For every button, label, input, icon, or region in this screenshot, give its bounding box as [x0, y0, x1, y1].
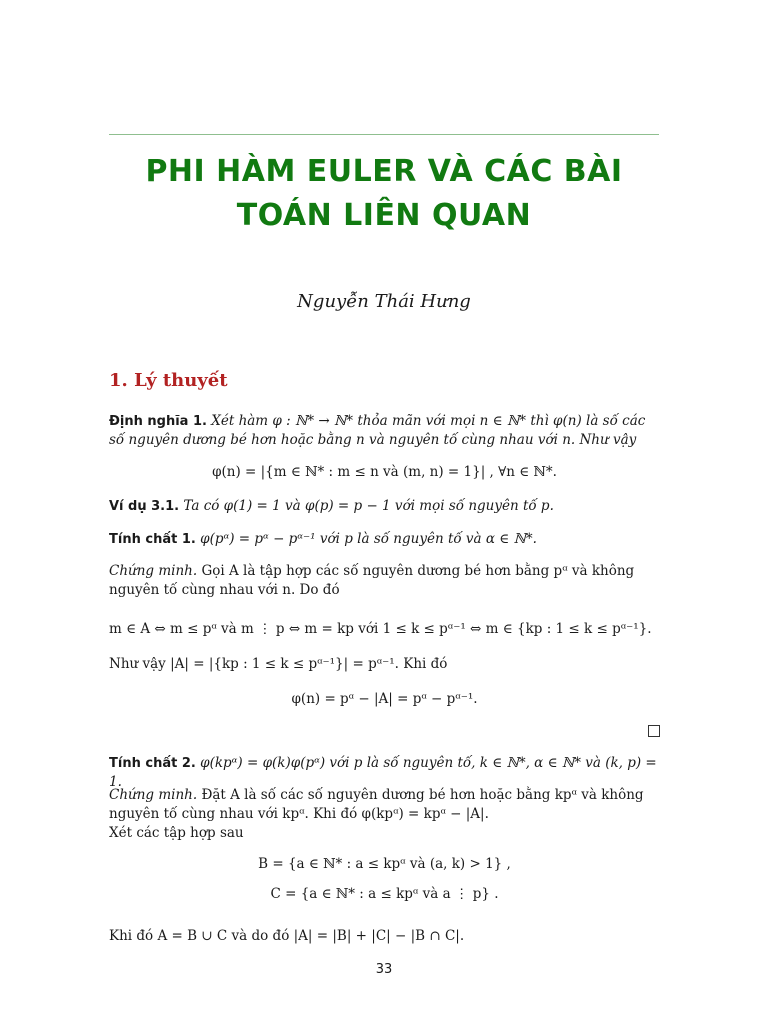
section-title: Lý thuyết — [134, 370, 228, 391]
definition-paragraph — [109, 412, 660, 450]
page-number: 33 — [375, 962, 393, 977]
proof2-set-c: C = {a ∈ ℕ* : a ≤ kpᵅ và a ⋮ p} . — [270, 886, 499, 902]
proof2-label: Chứng minh. — [109, 787, 198, 803]
proof2-line3: Khi đó A = B ∪ C và do đó |A| = |B| + |C| − |B ∩ C|. — [109, 928, 465, 944]
proof1-formula1: m ∈ A ⇔ m ≤ pᵅ và m ⋮ p ⇔ m = kp với 1 ≤ k ≤ pᵅ⁻¹ ⇔ m ∈ {kp : 1 ≤ k ≤ pᵅ⁻¹}. — [109, 621, 652, 637]
definition-text: Xét hàm φ : ℕ* → ℕ* thỏa mãn với mọi n ∈ ℕ* thì φ(n) là số các số nguyên dương bé hơn hoặc bằng n và nguyên tố cùng nhau với n. Như vậy — [109, 413, 646, 448]
title-line-2: TOÁN LIÊN QUAN — [236, 198, 532, 233]
property1-paragraph — [109, 530, 660, 549]
property2-text: φ(kpᵅ) = φ(k)φ(pᵅ) với p là số nguyên tố, k ∈ ℕ*, α ∈ ℕ* và (k, p) = 1. — [109, 755, 657, 790]
proof2-set-b: B = {a ∈ ℕ* : a ≤ kpᵅ và (a, k) > 1} , — [258, 856, 511, 872]
proof1-formula2: φ(n) = pᵅ − |A| = pᵅ − pᵅ⁻¹. — [291, 691, 478, 707]
proof1-text: Gọi A là tập hợp các số nguyên dương bé hơn bằng pᵅ và không nguyên tố cùng nhau với n. Do đó — [109, 563, 635, 598]
section-number: 1. — [109, 370, 128, 391]
top-rule — [109, 134, 659, 135]
example-text: Ta có φ(1) = 1 và φ(p) = p − 1 với mọi số nguyên tố p. — [183, 498, 554, 514]
definition-label: Định nghĩa 1. — [109, 414, 207, 429]
page-title — [109, 150, 659, 238]
proof2-paragraph — [109, 786, 660, 824]
proof2-text: Đặt A là số các số nguyên dương bé hơn hoặc bằng kpᵅ và không nguyên tố cùng nhau với kpᵅ. Khi đó φ(kpᵅ) = kpᵅ − |A|. — [109, 787, 644, 822]
definition-formula: φ(n) = |{m ∈ ℕ* : m ≤ n và (m, n) = 1}| , ∀n ∈ ℕ*. — [212, 464, 557, 480]
example-label: Ví dụ 3.1. — [109, 499, 180, 514]
proof1-line2: Như vậy |A| = |{kp : 1 ≤ k ≤ pᵅ⁻¹}| = pᵅ⁻¹. Khi đó — [109, 656, 448, 672]
example-paragraph — [109, 497, 660, 516]
property2-label: Tính chất 2. — [109, 756, 196, 771]
author: Nguyễn Thái Hưng — [297, 291, 471, 312]
proof2-line2: Xét các tập hợp sau — [109, 825, 244, 841]
section-heading — [109, 370, 228, 391]
property1-text: φ(pᵅ) = pᵅ − pᵅ⁻¹ với p là số nguyên tố và α ∈ ℕ*. — [200, 531, 537, 547]
qed-square-icon — [648, 725, 660, 737]
property1-label: Tính chất 1. — [109, 532, 196, 547]
proof1-label: Chứng minh. — [109, 563, 198, 579]
title-line-1: PHI HÀM EULER VÀ CÁC BÀI — [145, 154, 623, 189]
proof1-paragraph — [109, 562, 660, 600]
